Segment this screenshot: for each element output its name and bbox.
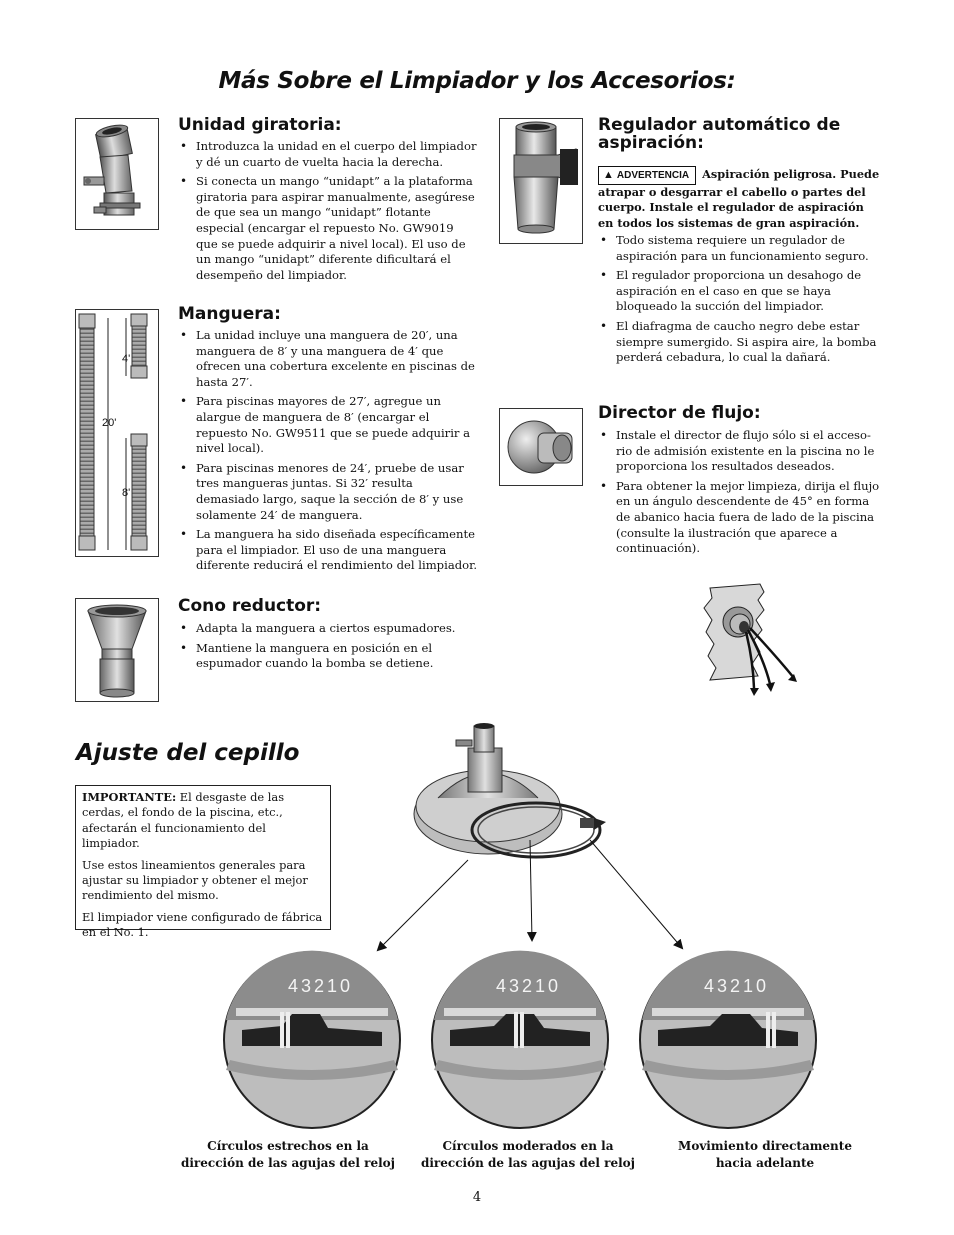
list-item: • Introduzca la unidad en el cuerpo del limpiador y dé un cuarto de vuelta hacia la derecha. (178, 139, 478, 170)
list-item: • Adapta la manguera a ciertos espumadores. (178, 621, 478, 637)
list-item: • Instale el director de flujo sólo si el acceso-rio de admisión existente en la piscina no le proporciona los resultados deseados. (598, 428, 880, 475)
hose-4-label: 4' (122, 353, 131, 365)
warning-triangle-icon: ▲ (603, 169, 614, 181)
reducer-cone-title: Cono reductor: (178, 596, 322, 616)
important-text: El desgaste de las cerdas, el fondo de la piscina, etc., afectarán el funcionamiento del limpiador. (82, 790, 285, 851)
list-item: • La manguera ha sido diseñada específicamente para el limpiador. El uso de una manguera diferente reducirá el rendimiento del limpiador. (178, 527, 478, 574)
reducer-cone-image (75, 598, 159, 702)
dial-numbers: 43210 (704, 976, 770, 996)
hose-bullets (178, 328, 478, 578)
warning-paragraph (598, 166, 880, 231)
vacuum-regulator-bullets (598, 233, 880, 370)
brush-dial-1 (222, 950, 402, 1130)
dial-1-caption: Círculos estrechos en la dirección de las agujas del reloj (180, 1139, 396, 1170)
factory-setting-text: El limpiador viene configurado de fábrica en el No. 1. (82, 909, 323, 940)
important-label: IMPORTANTE: (82, 790, 177, 804)
dial-numbers: 43210 (288, 976, 354, 996)
guidelines-text: Use estos lineamientos generales para ajustar su limpiador y obtener el mejor rendimiento del mismo. (82, 857, 308, 903)
flow-director-wall-illustration (698, 580, 810, 698)
swivel-unit-title: Unidad giratoria: (178, 115, 342, 135)
page-number: 4 (472, 1190, 482, 1205)
hose-title: Manguera: (178, 304, 281, 324)
swivel-unit-bullets (178, 139, 478, 287)
list-item: • Mantiene la manguera en posición en el espumador cuando la bomba se detiene. (178, 641, 478, 672)
list-item: • Si conecta un mango “unidapt” a la plataforma giratoria para aspirar manualmente, asegúrese de que sea un mango “unidapt” flotante especial (encargar el repuesto No. GW9019 que se puede adquirir a nivel local). El uso de un mango “unidapt” diferente dificultará el desempeño del limpiador. (178, 174, 478, 283)
swivel-unit-image (75, 118, 159, 230)
indicator-arrows (360, 820, 700, 960)
list-item: • La unidad incluye una manguera de 20′, una manguera de 8′ y una manguera de 4′ que ofrecen una cobertura excelente en piscinas de hasta 27′. (178, 328, 478, 390)
flow-director-image (499, 408, 583, 486)
brush-adjust-title: Ajuste del cepillo (76, 740, 300, 766)
brush-dial-2 (430, 950, 610, 1130)
important-box (75, 785, 331, 940)
list-item: • Todo sistema requiere un regulador de aspiración para un funcionamiento seguro. (598, 233, 880, 264)
reducer-cone-bullets (178, 621, 478, 676)
dial-2-caption: Círculos moderados en la dirección de las agujas del reloj (420, 1139, 636, 1170)
list-item: • Para piscinas menores de 24′, pruebe de usar tres mangueras juntas. Si 32′ resulta demasiado largo, saque la sección de 8′ y use solamente 24′ de manguera. (178, 461, 478, 523)
brush-dial-3 (638, 950, 818, 1130)
dial-3-caption: Movimiento directamente hacia adelante (678, 1139, 852, 1170)
dial-numbers: 43210 (496, 976, 562, 996)
flow-director-bullets (598, 428, 880, 561)
page-title: Más Sobre el Limpiador y los Accesorios: (218, 68, 736, 94)
hose-8-label: 8' (122, 487, 131, 499)
warning-badge: ▲ ADVERTENCIA (598, 166, 696, 185)
warning-text: Aspiración peligrosa. Puede atrapar o desgarrar el cabello o partes del cuerpo. Instale el regulador de aspiración en todos los sistemas de gran aspiración. (598, 167, 880, 230)
flow-director-title: Director de flujo: (598, 403, 761, 423)
list-item: • El regulador proporciona un desahogo de aspiración en el caso en que se haya bloqueado la succión del limpiador. (598, 268, 880, 315)
list-item: • Para obtener la mejor limpieza, dirija el flujo en un ángulo descendente de 45° en forma de abanico hacia fuera de lado de la piscina (consulte la ilustración que aparece a continuación). (598, 479, 880, 557)
vacuum-regulator-title: Regulador automático de aspiración: (598, 115, 841, 153)
vacuum-regulator-image (499, 118, 583, 244)
hose-image (75, 309, 159, 557)
hose-20-label: 20' (102, 417, 117, 429)
list-item: • Para piscinas mayores de 27′, agregue un alargue de manguera de 8′ (encargar el repuesto No. GW9511 que se puede adquirir a nivel local). (178, 394, 478, 456)
list-item: • El diafragma de caucho negro debe estar siempre sumergido. Si aspira aire, la bomba perderá cebadura, lo cual la dañará. (598, 319, 880, 366)
